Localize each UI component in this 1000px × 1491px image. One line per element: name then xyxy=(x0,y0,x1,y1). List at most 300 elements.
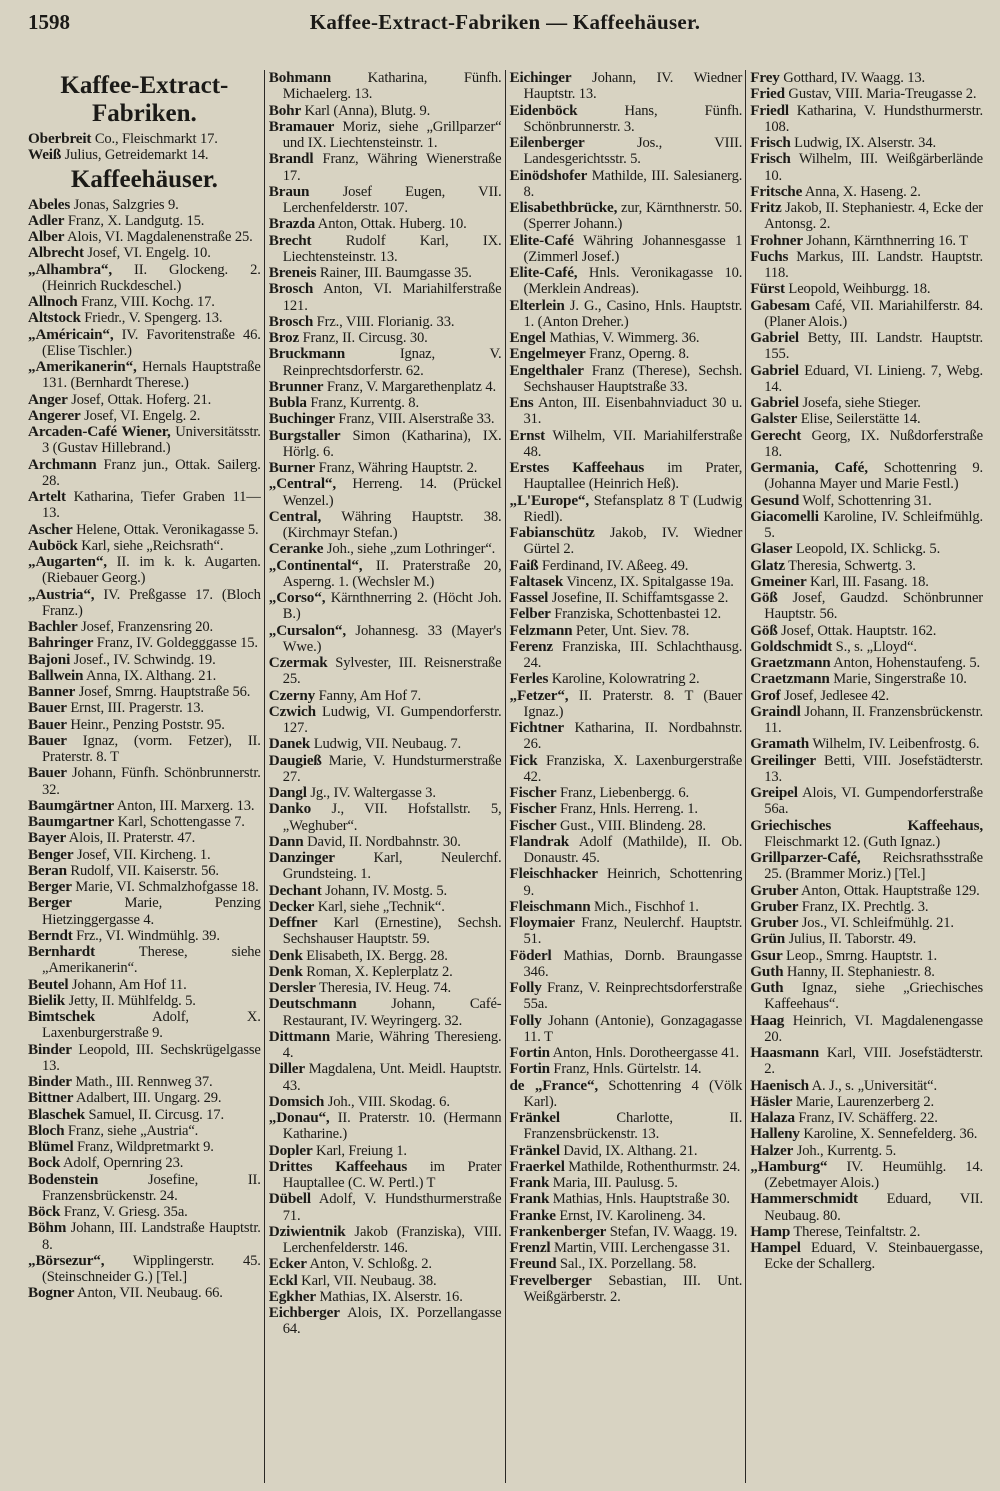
entry-name: Fortin xyxy=(509,1044,550,1061)
entry-name: Bayer xyxy=(28,829,67,847)
entry-address: Reichsrathsstraße 25. (Brammer Moriz.) [Tel.] xyxy=(764,850,983,883)
entry-address: Anton, VI. Mariahilferstraße 121. xyxy=(282,281,502,314)
entry-name: Felzmann xyxy=(509,621,573,639)
entry-name: Folly xyxy=(509,979,542,996)
entry-address: Johannesg. 33 (Mayer's Wwe.) xyxy=(282,622,502,655)
entry-name: Brazda xyxy=(268,215,316,233)
entry-name: Denk xyxy=(268,962,303,980)
directory-entry xyxy=(750,753,983,786)
entry-address: Charlotte, II. Franzensbrückenstr. 13. xyxy=(523,1110,743,1143)
entry-address: II. Praterstr. 8. T (Bauer Ignaz.) xyxy=(523,687,743,720)
directory-entry xyxy=(28,863,261,879)
entry-name: Halleny xyxy=(750,1125,800,1143)
entry-name: Fraerkel xyxy=(509,1157,565,1175)
entry-address: Universitätsstr. 3 (Gustav Hillebrand.) xyxy=(42,424,261,457)
entry-name: Böck xyxy=(28,1203,61,1220)
directory-entry xyxy=(28,245,261,261)
entry-address: Marie, VI. Schmalzhofgasse 18. xyxy=(71,879,259,895)
directory-entry xyxy=(28,1155,261,1171)
entry-name: Gmeiner xyxy=(750,572,807,590)
directory-entry xyxy=(269,216,502,232)
directory-entry xyxy=(750,883,983,899)
entry-address: Anton, Hohenstaufeng. 5. xyxy=(830,655,981,671)
entry-name: Brandl xyxy=(268,150,314,168)
directory-entry xyxy=(510,1273,743,1306)
entry-address: Alois, VI. Gumpendorferstraße 56a. xyxy=(764,785,983,818)
directory-entry xyxy=(510,948,743,981)
entry-name: „Fetzer“, xyxy=(509,686,569,704)
entry-name: Gabesam xyxy=(750,296,810,314)
entry-address: Franz, VIII. Alserstraße 33. xyxy=(334,411,495,428)
directory-entry xyxy=(750,1045,983,1078)
directory-entry xyxy=(269,509,502,542)
entry-address: Josef, Smrng. Hauptstraße 56. xyxy=(75,684,251,700)
entry-address: Ignaz, (vorm. Fetzer), II. Praterstr. 8. T xyxy=(42,732,261,765)
entry-address: Sal., IX. Porzellang. 58. xyxy=(556,1256,697,1273)
directory-entry xyxy=(750,850,983,883)
entry-address: Stefan, IV. Waagg. 19. xyxy=(606,1223,738,1240)
entry-address: im Prater, Hauptallee (Heinrich Heß). xyxy=(523,460,743,493)
entry-name: Buchinger xyxy=(268,410,335,428)
directory-entry xyxy=(28,652,261,668)
entry-name: Central, xyxy=(268,507,322,525)
entry-name: Bloch xyxy=(28,1121,65,1139)
entry-name: Bernhardt xyxy=(28,943,95,960)
entry-address: II. Praterstraße 20, Asperng. 1. (Wechsler M.) xyxy=(282,557,502,590)
entry-name: Goldschmidt xyxy=(750,637,833,655)
entry-name: Fichtner xyxy=(509,719,564,736)
entry-name: Dersler xyxy=(268,979,316,996)
directory-entry xyxy=(269,281,502,314)
entry-name: Berndt xyxy=(28,926,73,944)
directory-entry xyxy=(510,980,743,1013)
entry-address: Wilhelm, IV. Leibenfrostg. 6. xyxy=(809,736,980,753)
entry-address: Roman, X. Keplerplatz 2. xyxy=(302,963,453,980)
entry-name: Adler xyxy=(28,211,65,229)
entry-address: Betty, III. Landstr. Hauptstr. 155. xyxy=(764,330,983,363)
entry-address: Franz, VIII. Kochg. 17. xyxy=(77,294,215,310)
entry-name: Altstock xyxy=(28,309,81,327)
entry-address: Karl, Neulerchf. Grundsteing. 1. xyxy=(282,850,502,883)
entry-name: „Börsezur“, xyxy=(28,1251,105,1269)
directory-entry xyxy=(510,1208,743,1224)
entry-address: Johann, II. Franzensbrückenstr. 11. xyxy=(764,703,983,736)
entry-address: Wolf, Schottenring 31. xyxy=(799,492,932,509)
entry-address: Ludwig, VII. Neubaug. 7. xyxy=(310,736,462,753)
entry-address: Franz jun., Ottak. Sailerg. 28. xyxy=(42,456,261,489)
entry-address: A. J., s. „Universität“. xyxy=(808,1077,937,1094)
entry-address: Kärnthnerring 2. (Höcht Joh. B.) xyxy=(282,590,502,623)
entry-address: Hernals Hauptstraße 131. (Bernhardt Therese.) xyxy=(42,359,261,392)
entry-name: Baumgartner xyxy=(28,813,115,830)
entry-address: Mathias, IX. Alserstr. 16. xyxy=(315,1288,463,1305)
directory-entry xyxy=(510,1175,743,1191)
entry-address: Joh., Kurrentg. 5. xyxy=(793,1142,897,1159)
entry-address: J., VII. Hofstallstr. 5, „Weghuber“. xyxy=(282,801,502,834)
entry-address: Frz., VIII. Florianig. 33. xyxy=(313,313,455,330)
entry-name: Glatz xyxy=(750,556,785,574)
entry-name: Frank xyxy=(509,1190,550,1208)
directory-entry xyxy=(28,489,261,522)
directory-entry xyxy=(510,346,743,362)
entry-name: Deffner xyxy=(268,914,318,931)
entry-address: Franz, IV. Goldegggasse 15. xyxy=(93,635,258,652)
directory-entry xyxy=(510,493,743,526)
directory-entry xyxy=(28,262,261,295)
page-title: Kaffee-Extract-Fabriken — Kaffeehäuser. xyxy=(309,10,701,34)
section-heading: Kaffeehäuser. xyxy=(70,165,218,193)
entry-address: Mathilde, Rothenthurmstr. 24. xyxy=(564,1158,741,1175)
directory-entry xyxy=(510,623,743,639)
entry-name: Grün xyxy=(750,930,786,948)
directory-entry xyxy=(269,704,502,737)
entry-name: Fischer xyxy=(509,784,557,801)
entry-name: Gramath xyxy=(750,735,810,753)
entry-address: Co., Fleischmarkt 17. xyxy=(91,131,218,147)
directory-entry xyxy=(510,574,743,590)
entry-address: Marie, Währing Theresieng. 4. xyxy=(282,1028,502,1061)
entry-address: im Prater Hauptallee (C. W. Pertl.) T xyxy=(282,1158,502,1191)
entry-name: Gabriel xyxy=(750,361,799,379)
entry-name: Oberbreit xyxy=(28,130,92,147)
directory-entry xyxy=(269,980,502,996)
entry-address: Jakob (Franziska), VIII. Lerchenfelderstr. 146. xyxy=(282,1223,502,1256)
directory-entry xyxy=(28,359,261,392)
directory-entry xyxy=(750,298,983,331)
entry-name: Elite-Café, xyxy=(509,264,578,281)
entry-address: IV. Favoritenstraße 46. (Elise Tischler.) xyxy=(42,326,261,359)
entry-address: Therese, Teinfaltstr. 2. xyxy=(790,1223,921,1240)
column-3 xyxy=(505,70,746,1483)
directory-entry xyxy=(510,1143,743,1159)
entry-address: Karl, siehe „Reichsrath“. xyxy=(77,537,224,554)
entry-name: Frankenberger xyxy=(509,1222,607,1240)
entry-name: Gerecht xyxy=(750,426,802,444)
directory-entry xyxy=(269,623,502,656)
directory-entry xyxy=(750,541,983,557)
entry-name: Flandrak xyxy=(509,832,570,850)
directory-entry xyxy=(269,590,502,623)
entry-name: Elite-Café xyxy=(509,231,574,249)
entry-address: Mathias, Dornb. Braungasse 346. xyxy=(523,947,743,980)
entry-address: Gotthard, IV. Waagg. 13. xyxy=(779,70,926,86)
entry-address: Café, VII. Mariahilferstr. 84. (Planer Alois.) xyxy=(764,297,983,330)
directory-entry xyxy=(510,1045,743,1061)
entry-name: Bielik xyxy=(28,991,66,1009)
directory-entry xyxy=(750,493,983,509)
directory-entry xyxy=(28,928,261,944)
entry-name: „Donau“, xyxy=(268,1109,330,1126)
entry-address: Therese, siehe „Amerikanerin“. xyxy=(42,944,261,977)
entry-address: Helene, Ottak. Veronikagasse 5. xyxy=(72,521,259,538)
entry-address: Heinrich, Schottenring 9. xyxy=(523,866,743,899)
directory-entry xyxy=(269,1224,502,1257)
entry-name: Glaser xyxy=(750,540,793,558)
entry-name: Fritsche xyxy=(750,182,803,200)
entry-address: Adolf, Opernring 23. xyxy=(60,1155,184,1172)
directory-entry xyxy=(28,1123,261,1139)
directory-entry xyxy=(28,229,261,245)
entry-name: „Central“, xyxy=(268,475,337,493)
entry-name: Ecker xyxy=(268,1255,307,1273)
entry-name: Bogner xyxy=(28,1284,75,1302)
entry-name: Binder xyxy=(28,1073,72,1090)
directory-entry xyxy=(269,233,502,266)
directory-entry xyxy=(28,993,261,1009)
directory-entry xyxy=(269,655,502,688)
directory-entry xyxy=(28,587,261,620)
directory-entry xyxy=(28,294,261,310)
directory-entry xyxy=(28,554,261,587)
directory-entry xyxy=(269,850,502,883)
directory-entry xyxy=(510,363,743,396)
entry-name: „Hamburg“ xyxy=(750,1157,828,1175)
directory-entry xyxy=(750,688,983,704)
directory-entry xyxy=(28,1107,261,1123)
entry-address: Joh., VIII. Skodag. 6. xyxy=(324,1093,450,1110)
directory-entry xyxy=(510,70,743,103)
entry-name: Czermak xyxy=(268,654,328,671)
entry-address: Marie, Laurenzerberg 2. xyxy=(792,1093,934,1110)
directory-entry xyxy=(750,330,983,363)
directory-entry xyxy=(750,899,983,915)
directory-entry xyxy=(28,700,261,716)
directory-entry xyxy=(750,948,983,964)
entry-address: Franz, Liebenbergg. 6. xyxy=(556,785,689,801)
directory-entry xyxy=(510,1159,743,1175)
entry-name: Graindl xyxy=(750,702,801,720)
entry-address: Franz, II. Circusg. 30. xyxy=(299,330,428,346)
entry-address: Josef, Ottak. Hoferg. 21. xyxy=(67,391,212,408)
entry-address: zur, Kärnthnerstr. 50. (Sperrer Johann.) xyxy=(523,200,743,233)
entry-address: Josef., IV. Schwindg. 19. xyxy=(70,651,216,668)
entry-name: Eichinger xyxy=(509,70,572,86)
entry-address: Ludwig, VI. Gumpendorferstr. 127. xyxy=(282,703,502,736)
entry-name: Danko xyxy=(268,800,312,818)
entry-name: Göß xyxy=(750,589,778,606)
entry-name: Banner xyxy=(28,683,76,700)
entry-name: Gabriel xyxy=(750,394,799,411)
directory-entry xyxy=(28,684,261,700)
directory-entry xyxy=(269,1305,502,1338)
entry-name: Bimtschek xyxy=(28,1008,95,1025)
entry-address: Betti, VIII. Josefstädterstr. 13. xyxy=(764,752,983,785)
entry-name: Gabriel xyxy=(750,329,799,346)
directory-entry xyxy=(510,801,743,817)
entry-address: Adolf (Mathilde), II. Ob. Donaustr. 45. xyxy=(523,833,743,866)
entry-name: Denk xyxy=(268,946,303,964)
entry-address: Franziska, Schottenbastei 12. xyxy=(550,606,721,623)
entry-name: Fabianschütz xyxy=(509,524,595,541)
entry-name: Bramauer xyxy=(268,117,335,135)
entry-name: Czerny xyxy=(268,686,316,704)
entry-name: Häsler xyxy=(750,1092,793,1110)
directory-entry xyxy=(510,753,743,786)
directory-entry xyxy=(28,1139,261,1155)
entry-name: Fleischhacker xyxy=(509,865,598,883)
entry-name: Bohmann xyxy=(268,70,332,86)
entry-address: Franz, siehe „Austria“. xyxy=(64,1122,199,1139)
entry-name: „Continental“, xyxy=(268,556,363,574)
directory-entry xyxy=(750,200,983,233)
directory-entry xyxy=(269,151,502,184)
entry-name: Auböck xyxy=(28,536,78,554)
directory-entry xyxy=(269,785,502,801)
entry-address: Alois, II. Praterstr. 47. xyxy=(66,830,196,847)
entry-name: Albrecht xyxy=(28,244,84,262)
entry-address: Rudolf Karl, IX. Liechtensteinstr. 13. xyxy=(282,232,502,265)
directory-entry xyxy=(510,233,743,266)
entry-name: Decker xyxy=(268,897,315,915)
entry-address: Johann (Antonie), Gonzagagasse 11. T xyxy=(523,1012,743,1045)
entry-address: Rudolf, VII. Kaiserstr. 56. xyxy=(66,862,219,879)
entry-address: Vincenz, IX. Spitalgasse 19a. xyxy=(563,573,734,590)
entry-address: Anton, Hnls. Dorotheergasse 41. xyxy=(549,1045,740,1061)
entry-address: Karl (Anna), Blutg. 9. xyxy=(301,102,431,119)
entry-address: Hanny, II. Stephaniestr. 8. xyxy=(783,963,935,980)
entry-name: „Amerikanerin“, xyxy=(28,358,137,375)
entry-name: Folly xyxy=(509,1011,542,1029)
entry-name: Berger xyxy=(28,894,72,912)
directory-entry xyxy=(28,213,261,229)
entry-name: Gesund xyxy=(750,491,800,509)
entry-name: Ernst xyxy=(509,426,546,444)
entry-address: Jonas, Salzgries 9. xyxy=(70,196,179,213)
entry-name: Anger xyxy=(28,390,68,408)
entry-address: Eduard, VII. Neubaug. 80. xyxy=(764,1191,983,1224)
directory-entry xyxy=(28,1204,261,1220)
entry-address: Martin, VIII. Lerchengasse 31. xyxy=(550,1240,730,1256)
directory-entry xyxy=(269,1143,502,1159)
entry-name: Bauer xyxy=(28,699,67,717)
entry-address: Joh., siehe „zum Lothringer“. xyxy=(323,541,496,558)
entry-name: Danek xyxy=(268,735,311,753)
entry-name: Fränkel xyxy=(509,1109,560,1126)
directory-entry xyxy=(750,395,983,411)
directory-entry xyxy=(28,668,261,684)
entry-name: Frey xyxy=(750,70,780,86)
directory-entry xyxy=(510,785,743,801)
entry-name: Engel xyxy=(509,329,546,346)
directory-entry xyxy=(269,314,502,330)
entry-address: Frz., VI. Windmühlg. 39. xyxy=(72,927,220,944)
entry-address: Heinr., Penzing Poststr. 95. xyxy=(66,716,225,733)
entry-name: Grillparzer-Café, xyxy=(750,849,861,866)
directory-entry xyxy=(510,558,743,574)
directory-entry xyxy=(750,655,983,671)
entry-name: Drittes Kaffeehaus xyxy=(268,1157,408,1175)
entry-address: Julius, Getreidemarkt 14. xyxy=(61,147,209,164)
directory-entry xyxy=(750,671,983,687)
entry-name: Bubla xyxy=(268,394,307,411)
entry-name: Hampel xyxy=(750,1239,801,1256)
entry-name: Fränkel xyxy=(509,1141,560,1159)
entry-address: Josef, Franzensring 20. xyxy=(77,619,213,635)
entry-address: Wipplingerstr. 45. (Steinschneider G.) [Tel.] xyxy=(42,1252,261,1285)
directory-entry xyxy=(510,525,743,558)
entry-address: Leopold, III. Sechskrügelgasse 13. xyxy=(42,1041,261,1074)
entry-name: Weiß xyxy=(28,146,62,164)
directory-entry xyxy=(28,1220,261,1253)
directory-entry xyxy=(510,200,743,233)
section-heading: Kaffee-Extract-Fabriken. xyxy=(60,72,229,127)
entry-address: Karoline, Kolowratring 2. xyxy=(548,671,700,688)
entry-address: Jos., VI. Schleifmühlg. 21. xyxy=(798,915,954,931)
entry-address: Samuel, II. Circusg. 17. xyxy=(85,1106,224,1123)
entry-name: Frevelberger xyxy=(509,1271,592,1289)
entry-address: Alois, VI. Magdalenenstraße 25. xyxy=(64,229,253,245)
directory-entry xyxy=(750,509,983,542)
entry-name: Dübell xyxy=(268,1190,311,1208)
entry-address: Währing Johannesgasse 1 (Zimmerl Josef.) xyxy=(523,232,743,265)
entry-name: Dann xyxy=(268,832,304,850)
entry-address: Friedr., V. Spengerg. 13. xyxy=(80,310,223,327)
directory-entry xyxy=(28,424,261,457)
entry-name: Artelt xyxy=(28,488,66,505)
entry-name: Danzinger xyxy=(268,849,335,866)
directory-entry xyxy=(269,70,502,103)
directory-entry xyxy=(28,1009,261,1042)
entry-address: Josefine, II. Franzensbrückenstr. 24. xyxy=(42,1171,261,1204)
directory-entry xyxy=(269,1094,502,1110)
directory-entry xyxy=(269,1256,502,1272)
directory-entry xyxy=(750,86,983,102)
entry-name: Greipel xyxy=(750,784,798,801)
entry-name: Deutschmann xyxy=(268,995,357,1013)
directory-entry xyxy=(510,915,743,948)
entry-address: Sebastian, III. Unt. Weißgärberstr. 2. xyxy=(523,1272,743,1305)
directory-entry xyxy=(269,996,502,1029)
entry-address: Elisabeth, IX. Bergg. 28. xyxy=(302,947,448,964)
entry-address: Franz, V. Margarethenplatz 4. xyxy=(323,378,497,395)
entry-name: Czwich xyxy=(268,702,316,720)
directory-entry xyxy=(750,103,983,136)
directory-entry xyxy=(750,1078,983,1094)
entry-name: Archmann xyxy=(28,455,97,473)
entry-address: Franz, Hnls. Gürtelstr. 14. xyxy=(549,1061,702,1078)
directory-entry xyxy=(510,1013,743,1046)
entry-address: IV. Heumühlg. 14. (Zebetmayer Alois.) xyxy=(764,1158,983,1191)
entry-address: Johann, Kärnthnerring 16. T xyxy=(802,232,968,249)
directory-entry xyxy=(269,558,502,591)
entry-address: Jakob, IV. Wiedner Gürtel 2. xyxy=(523,525,743,558)
directory-entry xyxy=(750,1013,983,1046)
entry-name: Guth xyxy=(750,979,784,996)
directory-entry xyxy=(28,392,261,408)
directory-entry xyxy=(269,834,502,850)
entry-name: Fischer xyxy=(509,800,557,818)
entry-name: Bruckmann xyxy=(268,345,346,363)
entry-address: Franz, X. Landgutg. 15. xyxy=(64,212,205,229)
entry-address: Herreng. 14. (Prückel Wenzel.) xyxy=(282,476,502,509)
directory-entry xyxy=(510,639,743,672)
entry-name: Brunner xyxy=(268,377,324,395)
entry-name: Fried xyxy=(750,85,785,103)
entry-address: Franz, Währing Hauptstr. 2. xyxy=(315,460,478,476)
directory-entry xyxy=(28,538,261,554)
entry-name: Faiß xyxy=(509,556,539,574)
entry-address: Franz, Wildpretmarkt 9. xyxy=(73,1139,214,1155)
entry-name: „Alhambra“, xyxy=(28,260,112,278)
directory-entry xyxy=(269,964,502,980)
entry-name: Broz xyxy=(268,329,300,346)
entry-address: Marie, V. Hundsturmerstraße 27. xyxy=(282,752,502,785)
entry-name: Dechant xyxy=(268,881,322,899)
directory-entry xyxy=(269,753,502,786)
directory-entry xyxy=(28,733,261,766)
entry-address: Franz, Operng. 8. xyxy=(585,346,690,363)
directory-entry xyxy=(510,330,743,346)
